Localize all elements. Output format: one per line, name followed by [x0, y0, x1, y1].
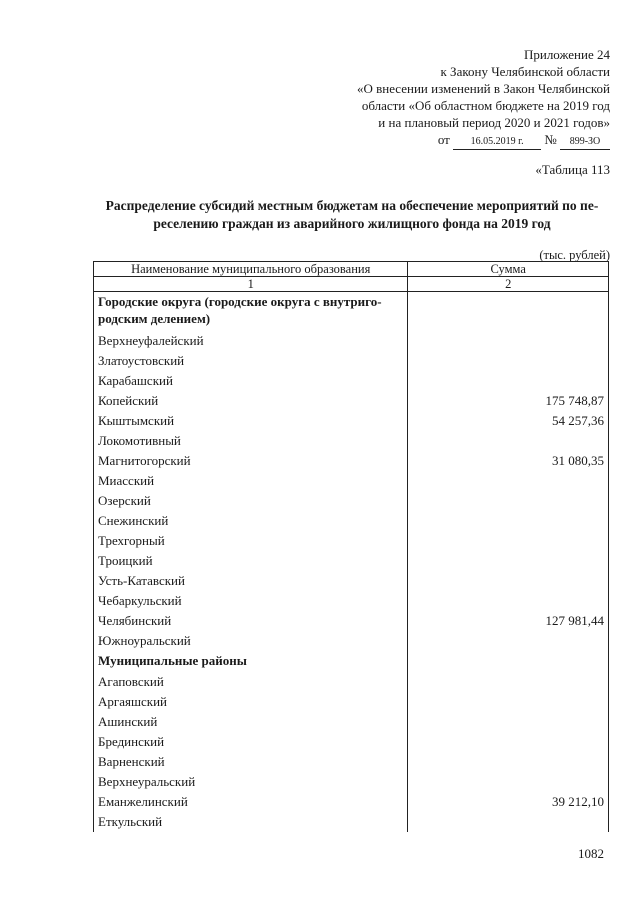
units-note: (тыс. рублей)	[539, 248, 610, 262]
municipality-name: Трехгорный	[94, 531, 408, 551]
municipality-name: Брединский	[94, 732, 408, 752]
table-row	[94, 692, 609, 712]
municipality-name: Карабашский	[94, 371, 408, 391]
table-row	[94, 732, 609, 752]
number-label: №	[544, 132, 557, 147]
column-header-name: Наименование муниципального образования	[94, 262, 408, 277]
municipality-name: Усть-Катавский	[94, 571, 408, 591]
group-name: Муниципальные районы	[94, 651, 408, 672]
page-number: 1082	[578, 846, 604, 861]
subsidy-amount: 39 212,10	[408, 792, 609, 812]
table-row	[94, 752, 609, 772]
table-row	[94, 411, 609, 431]
group-name: Городские округа (городские округа с внутриго-родским делением)	[94, 292, 408, 332]
table-row	[94, 631, 609, 651]
table-row	[94, 371, 609, 391]
subsidy-amount	[408, 672, 609, 692]
subsidy-amount	[408, 752, 609, 772]
subsidy-amount	[408, 371, 609, 391]
column-index-2: 2	[408, 277, 609, 292]
document-title	[96, 197, 608, 233]
column-index-1: 1	[94, 277, 408, 292]
subsidy-amount	[408, 591, 609, 611]
municipality-name: Варненский	[94, 752, 408, 772]
table-row	[94, 792, 609, 812]
table-row	[94, 431, 609, 451]
table-index-row	[94, 277, 609, 292]
table-row	[94, 672, 609, 692]
table-header-row	[94, 262, 609, 277]
subsidy-amount	[408, 692, 609, 712]
header-line-1: Приложение 24	[523, 47, 610, 62]
table-row	[94, 531, 609, 551]
municipality-name: Южноуральский	[94, 631, 408, 651]
law-number: 899-ЗО	[560, 135, 610, 150]
table-row	[94, 471, 609, 491]
from-label: от	[437, 132, 450, 147]
municipality-name: Челябинский	[94, 611, 408, 631]
municipality-name: Троицкий	[94, 551, 408, 571]
subsidy-amount: 127 981,44	[408, 611, 609, 631]
municipality-name: Миасский	[94, 471, 408, 491]
table-row	[94, 331, 609, 351]
subsidy-amount: 54 257,36	[408, 411, 609, 431]
column-header-amount: Сумма	[408, 262, 609, 277]
subsidy-amount	[408, 551, 609, 571]
header-line-2: к Закону Челябинской области	[440, 64, 610, 79]
municipality-name: Верхнеуфалейский	[94, 331, 408, 351]
subsidy-amount	[408, 511, 609, 531]
municipality-name: Еткульский	[94, 812, 408, 832]
table-row	[94, 551, 609, 571]
municipality-name: Верхнеуральский	[94, 772, 408, 792]
table-row	[94, 812, 609, 832]
subsidy-amount	[408, 732, 609, 752]
header-line-4: области «Об областном бюджете на 2019 год	[361, 98, 610, 113]
subsidy-amount	[408, 631, 609, 651]
subsidy-amount	[408, 712, 609, 732]
table-group-row	[94, 651, 609, 672]
table-row	[94, 451, 609, 471]
municipality-name: Златоустовский	[94, 351, 408, 371]
subsidy-amount	[408, 351, 609, 371]
table-row	[94, 571, 609, 591]
municipality-name: Агаповский	[94, 672, 408, 692]
table-row	[94, 611, 609, 631]
table-row	[94, 511, 609, 531]
law-date: 16.05.2019 г.	[453, 135, 541, 150]
municipality-name: Чебаркульский	[94, 591, 408, 611]
subsidy-amount	[408, 812, 609, 832]
subsidy-amount	[408, 571, 609, 591]
municipality-name: Еманжелинский	[94, 792, 408, 812]
header-date-number	[357, 131, 610, 150]
table-number: «Таблица 113	[535, 162, 610, 177]
table-row	[94, 591, 609, 611]
subsidy-amount	[408, 651, 609, 672]
subsidy-amount	[408, 471, 609, 491]
subsidy-table	[93, 261, 609, 832]
header-line-3: «О внесении изменений в Закон Челябинской	[356, 81, 610, 96]
municipality-name: Озерский	[94, 491, 408, 511]
subsidy-amount	[408, 491, 609, 511]
municipality-name: Аргаяшский	[94, 692, 408, 712]
subsidy-amount: 175 748,87	[408, 391, 609, 411]
subsidy-amount	[408, 292, 609, 332]
appendix-header	[357, 46, 610, 150]
table-row	[94, 772, 609, 792]
title-line-2: реселению граждан из аварийного жилищного фонда на 2019 год	[153, 216, 551, 231]
municipality-name: Локомотивный	[94, 431, 408, 451]
table-group-row	[94, 292, 609, 332]
table-row	[94, 391, 609, 411]
subsidy-amount	[408, 772, 609, 792]
table-row	[94, 351, 609, 371]
municipality-name: Магнитогорский	[94, 451, 408, 471]
municipality-name: Кыштымский	[94, 411, 408, 431]
title-line-1: Распределение субсидий местным бюджетам на обеспечение мероприятий по пе-	[105, 198, 599, 213]
municipality-name: Ашинский	[94, 712, 408, 732]
table-row	[94, 491, 609, 511]
subsidy-amount: 31 080,35	[408, 451, 609, 471]
subsidy-amount	[408, 531, 609, 551]
header-line-5: и на плановый период 2020 и 2021 годов»	[378, 115, 610, 130]
municipality-name: Копейский	[94, 391, 408, 411]
subsidy-amount	[408, 431, 609, 451]
subsidy-amount	[408, 331, 609, 351]
municipality-name: Снежинский	[94, 511, 408, 531]
table-row	[94, 712, 609, 732]
